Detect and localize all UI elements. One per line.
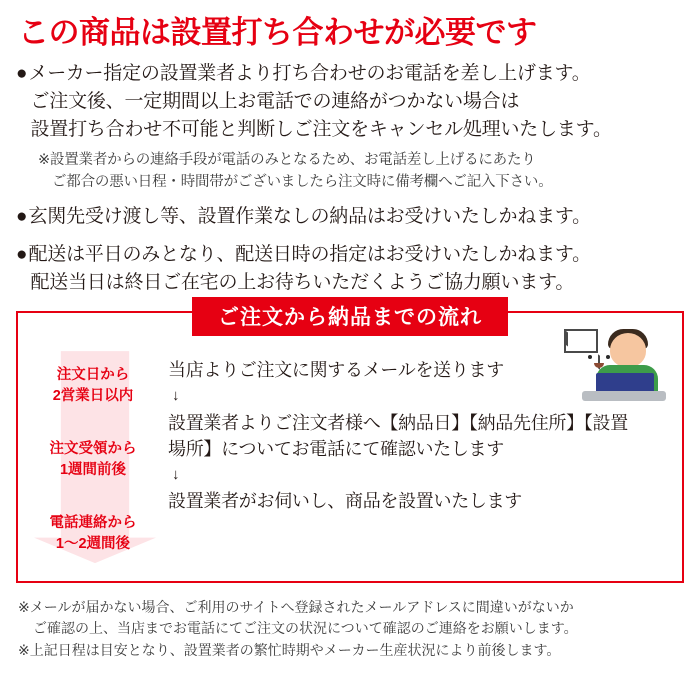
timeline-column	[18, 343, 168, 581]
footnote-line: ※メールが届かない場合、ご利用のサイトへ登録されたメールアドレスに間違いがないか	[18, 599, 574, 616]
timeline-labels	[18, 351, 168, 563]
order-flow-box	[16, 306, 684, 583]
footnote-line: ※上記日程は目安となり、設置業者の繁忙時期やメーカー生産状況により前後します。	[18, 641, 561, 658]
notice-item-1-body	[28, 60, 684, 144]
notice-line: ご注文後、一定期間以上お電話での連絡がつかない場合は	[30, 91, 520, 113]
timeline-label-1-line1: 注文日から	[56, 367, 130, 384]
envelope-icon	[564, 329, 598, 353]
timeline-label-1-line2: 2営業日以内	[52, 388, 134, 405]
bullet-dot-icon: ●	[16, 206, 28, 228]
flow-arrow-icon-2: ↓	[172, 465, 180, 483]
order-flow-inner	[18, 313, 682, 581]
footnotes	[16, 597, 684, 661]
timeline-label-1	[18, 365, 168, 407]
flow-arrow-icon-1: ↓	[172, 387, 180, 405]
notice-item-3	[16, 241, 684, 297]
timeline-label-3	[18, 513, 168, 555]
steps-column	[168, 343, 682, 581]
laptop-screen-icon	[596, 373, 654, 393]
notice-line: 設置打ち合わせ不可能と判断しご注文をキャンセル処理いたします。	[30, 118, 612, 140]
timeline-label-2-line2: 1週間前後	[59, 462, 127, 479]
person-eye-right-icon	[606, 355, 610, 359]
notice-line: 配送は平日のみとなり、配送日時の指定はお受けいたしかねます。	[28, 244, 591, 266]
notice-line: 玄関先受け渡し等、設置作業なしの納品はお受けいたしかねます。	[28, 206, 591, 228]
flow-step-1: 当店よりご注文に関するメールを送ります	[168, 360, 504, 381]
flow-step-3: 設置業者がお伺いし、商品を設置いたします	[168, 491, 522, 512]
timeline-label-2	[18, 439, 168, 481]
note-line: ご都合の悪い日程・時間帯がございましたら注文時に備考欄へご記入下さい。	[52, 173, 553, 190]
notice-item-1-notes	[38, 150, 684, 194]
page-title: この商品は設置打ち合わせが必要です	[18, 15, 537, 50]
notice-line: 配送当日は終日ご在宅の上お待ちいただくようご協力願います。	[30, 272, 575, 294]
bullet-dot-icon: ●	[16, 63, 28, 85]
order-flow-heading: ご注文から納品までの流れ	[192, 297, 508, 336]
person-with-laptop-illustration	[562, 327, 672, 413]
notice-item-2	[16, 203, 684, 231]
bullet-dot-icon: ●	[16, 244, 28, 266]
timeline-label-2-line1: 注文受領から	[49, 441, 137, 458]
footnote-line: ご確認の上、当店までお電話にてご注文の状況について確認のご連絡をお願いします。	[33, 620, 578, 637]
note-line: ※設置業者からの連絡手段が電話のみとなるため、お電話差し上げるにあたり	[38, 151, 536, 168]
laptop-base-icon	[582, 391, 666, 401]
timeline-label-3-line2: 1～2週間後	[55, 536, 131, 553]
notice-line: メーカー指定の設置業者より打ち合わせのお電話を差し上げます。	[28, 63, 591, 85]
timeline-label-3-line1: 電話連絡から	[49, 515, 137, 532]
flow-step-2: 設置業者よりご注文者様へ【納品日】【納品先住所】【設置場所】についてお電話にて確認いたします	[168, 412, 628, 459]
notice-item-2-body	[28, 203, 684, 231]
person-head-icon	[610, 333, 646, 367]
notice-item-1	[16, 60, 684, 144]
notice-item-3-body	[28, 241, 684, 297]
